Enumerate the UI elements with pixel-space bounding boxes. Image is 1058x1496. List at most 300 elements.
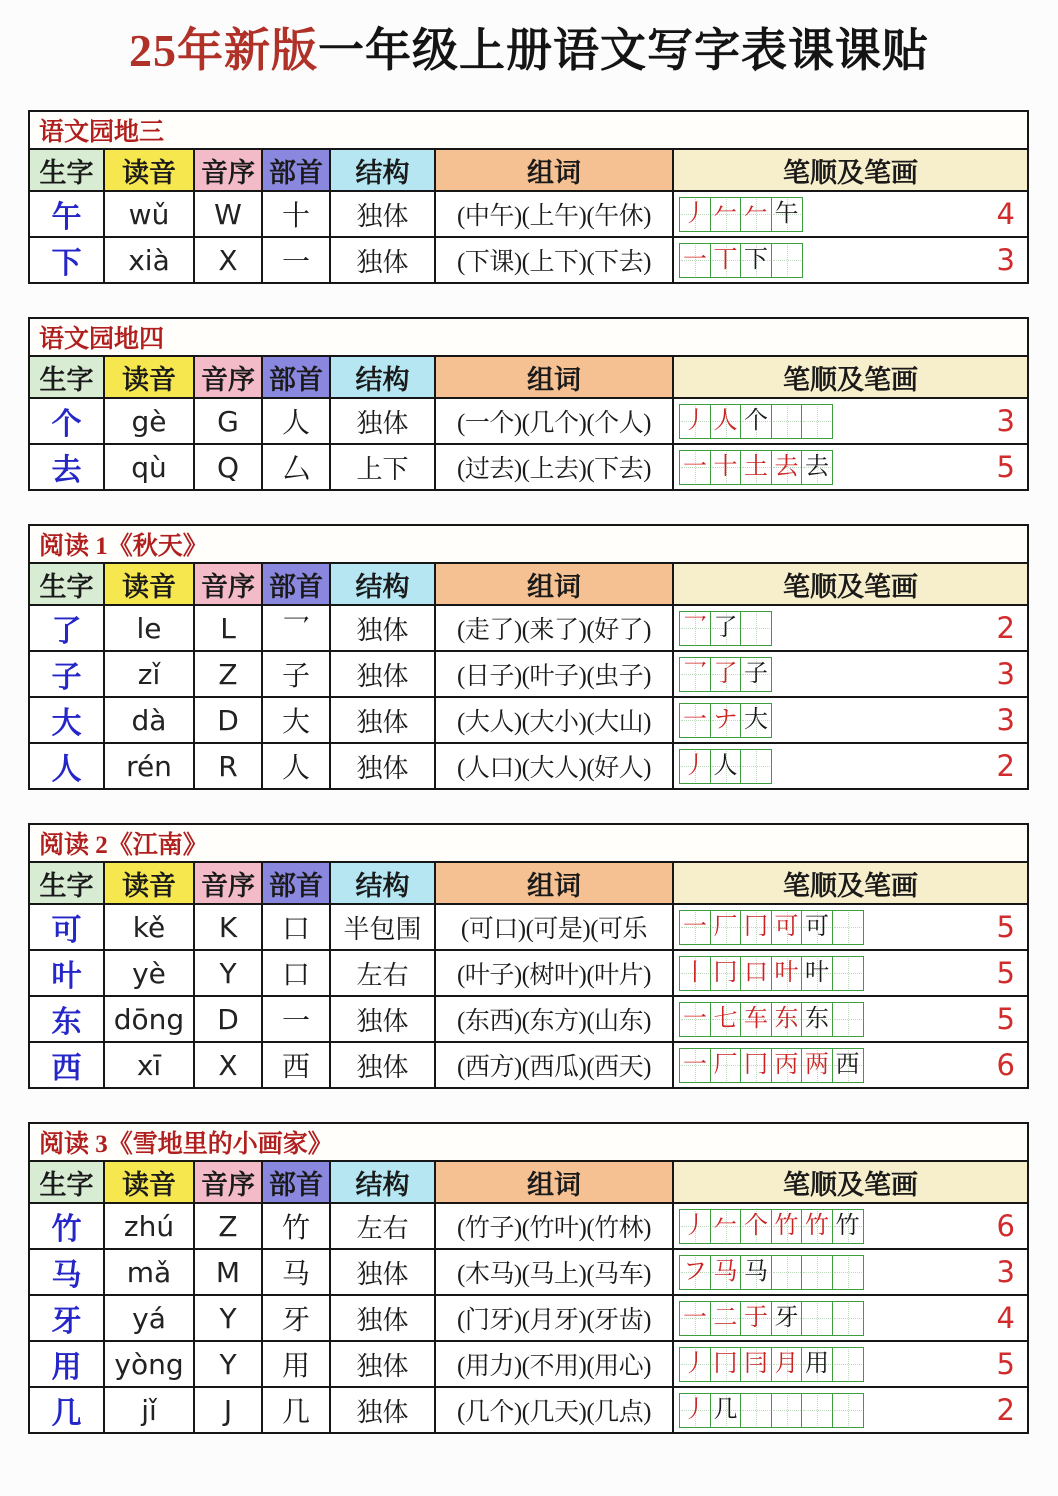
cell-words: (走了)(来了)(好了) (436, 606, 674, 650)
cell-words: (过去)(上去)(下去) (436, 445, 674, 489)
stroke-box (771, 1301, 803, 1336)
stroke-glyph: 厂 (713, 914, 738, 940)
stroke-box (801, 1393, 833, 1428)
cell-words: (竹子)(竹叶)(竹林) (436, 1204, 674, 1248)
stroke-count: 6 (996, 1048, 1015, 1082)
stroke-count: 5 (996, 1347, 1015, 1381)
cell-radical: 乛 (263, 606, 331, 650)
stroke-box (740, 1255, 772, 1290)
cell-strokes (674, 698, 1027, 742)
stroke-glyph: 乛 (683, 615, 707, 641)
stroke-box (740, 243, 772, 278)
cell-pinyin: zǐ (105, 652, 195, 696)
cell-initial: W (195, 192, 263, 236)
cell-initial: M (195, 1250, 263, 1294)
stroke-box (771, 1393, 803, 1428)
cell-initial: Y (195, 951, 263, 995)
stroke-box (771, 1048, 803, 1083)
stroke-count: 3 (996, 404, 1015, 438)
stroke-count: 2 (996, 1393, 1015, 1427)
stroke-box (771, 197, 803, 232)
table-row (30, 951, 1027, 997)
stroke-box (832, 1002, 864, 1037)
stroke-box (740, 1347, 772, 1382)
stroke-glyph: 一 (683, 454, 707, 480)
cell-radical: 人 (263, 744, 331, 788)
stroke-glyph: 一 (683, 1305, 707, 1331)
cell-structure: 左右 (331, 1204, 436, 1248)
stroke-glyph: 口 (744, 960, 768, 986)
stroke-count: 3 (996, 703, 1015, 737)
stroke-box (710, 1347, 742, 1382)
stroke-box (679, 450, 711, 485)
stroke-glyph: 丿 (683, 201, 707, 227)
stroke-box (740, 910, 772, 945)
cell-words: (中午)(上午)(午休) (436, 192, 674, 236)
stroke-box (740, 657, 772, 692)
cell-initial: D (195, 997, 263, 1041)
stroke-box (679, 1209, 711, 1244)
table-row (30, 1342, 1027, 1388)
cell-char: 人 (30, 744, 105, 788)
cell-strokes (674, 1043, 1027, 1087)
stroke-glyph: 于 (744, 1305, 768, 1331)
cell-radical: 西 (263, 1043, 331, 1087)
stroke-glyph: 个 (744, 408, 768, 434)
cell-initial: Y (195, 1342, 263, 1386)
table-row (30, 1204, 1027, 1250)
cell-initial: Z (195, 652, 263, 696)
col-header-initial: 音序 (195, 863, 263, 903)
stroke-glyph: 两 (805, 1052, 829, 1078)
cell-strokes (674, 652, 1027, 696)
stroke-glyph: 人 (713, 753, 738, 779)
stroke-glyph: 牙 (774, 1305, 799, 1331)
cell-char: 可 (30, 905, 105, 949)
stroke-glyph: 东 (805, 1006, 829, 1032)
stroke-glyph: 一 (683, 247, 707, 273)
cell-words: (东西)(东方)(山东) (436, 997, 674, 1041)
cell-radical: 马 (263, 1250, 331, 1294)
col-header-radical: 部首 (263, 150, 331, 190)
stroke-glyph: 一 (683, 1006, 707, 1032)
cell-radical: 十 (263, 192, 331, 236)
stroke-box (710, 611, 742, 646)
col-header-char: 生字 (30, 863, 105, 903)
stroke-glyph: 𠂉 (713, 1213, 738, 1239)
header-row (30, 1162, 1027, 1204)
cell-structure: 独体 (331, 192, 436, 236)
stroke-glyph: 竹 (774, 1213, 799, 1239)
stroke-box (771, 1347, 803, 1382)
cell-radical: 一 (263, 238, 331, 282)
worksheet-table (28, 317, 1029, 491)
stroke-box (710, 243, 742, 278)
stroke-count: 4 (996, 1301, 1015, 1335)
header-row (30, 357, 1027, 399)
stroke-glyph: 乛 (683, 661, 707, 687)
col-header-radical: 部首 (263, 1162, 331, 1202)
stroke-glyph: 东 (774, 1006, 799, 1032)
cell-initial: Y (195, 1296, 263, 1340)
stroke-box (710, 1393, 742, 1428)
cell-words: (日子)(叶子)(虫子) (436, 652, 674, 696)
cell-radical: 几 (263, 1388, 331, 1432)
stroke-box (771, 1002, 803, 1037)
cell-radical: 口 (263, 905, 331, 949)
col-header-strokes: 笔顺及笔画 (674, 1162, 1027, 1202)
stroke-glyph: 二 (713, 1305, 738, 1331)
stroke-box (710, 956, 742, 991)
section-title: 阅读 1《秋天》 (30, 526, 1027, 564)
col-header-words: 组词 (436, 1162, 674, 1202)
section-title: 阅读 2《江南》 (30, 825, 1027, 863)
cell-strokes (674, 905, 1027, 949)
stroke-box (679, 1002, 711, 1037)
stroke-glyph: 去 (774, 454, 799, 480)
stroke-glyph: 冂 (713, 1351, 738, 1377)
col-header-words: 组词 (436, 564, 674, 604)
stroke-glyph: 𠂉 (744, 201, 768, 227)
table-row (30, 192, 1027, 238)
cell-radical: 子 (263, 652, 331, 696)
stroke-box (801, 404, 833, 439)
cell-pinyin: zhú (105, 1204, 195, 1248)
table-row (30, 905, 1027, 951)
page-title-rest: 一年级上册语文写字表课课贴 (318, 25, 929, 76)
stroke-glyph: 马 (744, 1259, 768, 1285)
stroke-box (771, 450, 803, 485)
cell-radical: 牙 (263, 1296, 331, 1340)
cell-pinyin: gè (105, 399, 195, 443)
stroke-glyph: 厂 (713, 1052, 738, 1078)
stroke-glyph: 可 (774, 914, 799, 940)
tables-container (0, 110, 1058, 1434)
stroke-box (679, 657, 711, 692)
cell-strokes (674, 606, 1027, 650)
stroke-glyph: 丿 (683, 753, 707, 779)
stroke-box (740, 1393, 772, 1428)
cell-pinyin: yá (105, 1296, 195, 1340)
col-header-structure: 结构 (331, 357, 436, 397)
cell-char: 马 (30, 1250, 105, 1294)
cell-pinyin: yè (105, 951, 195, 995)
cell-char: 子 (30, 652, 105, 696)
stroke-box (679, 1301, 711, 1336)
stroke-glyph: 几 (713, 1397, 738, 1423)
stroke-box (771, 1255, 803, 1290)
stroke-glyph: 叶 (774, 960, 799, 986)
cell-structure: 独体 (331, 606, 436, 650)
cell-words: (可口)(可是)(可乐 (436, 905, 674, 949)
stroke-glyph: 竹 (805, 1213, 829, 1239)
col-header-pinyin: 读音 (105, 150, 195, 190)
stroke-box (710, 404, 742, 439)
header-row (30, 150, 1027, 192)
stroke-glyph: 竹 (835, 1213, 860, 1239)
stroke-glyph: フ (683, 1259, 707, 1285)
worksheet-table (28, 110, 1029, 284)
stroke-glyph: 用 (805, 1351, 829, 1377)
stroke-glyph: 十 (713, 454, 738, 480)
section-title: 语文园地四 (30, 319, 1027, 357)
cell-radical: 口 (263, 951, 331, 995)
cell-strokes (674, 1342, 1027, 1386)
cell-initial: J (195, 1388, 263, 1432)
cell-words: (一个)(几个)(个人) (436, 399, 674, 443)
cell-words: (人口)(大人)(好人) (436, 744, 674, 788)
col-header-structure: 结构 (331, 150, 436, 190)
stroke-glyph: 丿 (683, 408, 707, 434)
cell-structure: 独体 (331, 399, 436, 443)
table-row (30, 997, 1027, 1043)
cell-pinyin: dōng (105, 997, 195, 1041)
stroke-box (801, 910, 833, 945)
col-header-radical: 部首 (263, 357, 331, 397)
col-header-structure: 结构 (331, 1162, 436, 1202)
stroke-glyph: 马 (713, 1259, 738, 1285)
cell-strokes (674, 997, 1027, 1041)
stroke-box (801, 1301, 833, 1336)
cell-char: 东 (30, 997, 105, 1041)
table-row (30, 606, 1027, 652)
col-header-pinyin: 读音 (105, 357, 195, 397)
cell-char: 西 (30, 1043, 105, 1087)
stroke-glyph: 午 (774, 201, 799, 227)
cell-initial: X (195, 1043, 263, 1087)
table-row (30, 445, 1027, 489)
stroke-count: 4 (996, 197, 1015, 231)
stroke-box (740, 197, 772, 232)
stroke-count: 5 (996, 956, 1015, 990)
col-header-char: 生字 (30, 1162, 105, 1202)
stroke-box (801, 1002, 833, 1037)
col-header-char: 生字 (30, 564, 105, 604)
stroke-box (832, 956, 864, 991)
stroke-glyph: 一 (683, 1052, 707, 1078)
cell-char: 用 (30, 1342, 105, 1386)
stroke-glyph: 冃 (744, 1351, 768, 1377)
stroke-box (710, 657, 742, 692)
worksheet-table (28, 524, 1029, 790)
cell-structure: 左右 (331, 951, 436, 995)
stroke-glyph: 土 (744, 454, 768, 480)
stroke-box (679, 910, 711, 945)
stroke-glyph: 人 (713, 408, 738, 434)
cell-initial: X (195, 238, 263, 282)
stroke-glyph: 丙 (774, 1052, 799, 1078)
stroke-box (710, 1209, 742, 1244)
stroke-glyph: 大 (744, 707, 768, 733)
col-header-structure: 结构 (331, 863, 436, 903)
stroke-glyph: 冂 (744, 914, 768, 940)
col-header-strokes: 笔顺及笔画 (674, 564, 1027, 604)
stroke-box (740, 1002, 772, 1037)
stroke-count: 2 (996, 749, 1015, 783)
cell-radical: 竹 (263, 1204, 331, 1248)
stroke-box (710, 749, 742, 784)
cell-char: 了 (30, 606, 105, 650)
cell-radical: 用 (263, 1342, 331, 1386)
stroke-glyph: 去 (805, 454, 829, 480)
cell-char: 大 (30, 698, 105, 742)
stroke-count: 5 (996, 1002, 1015, 1036)
stroke-box (832, 1347, 864, 1382)
cell-words: (门牙)(月牙)(牙齿) (436, 1296, 674, 1340)
cell-initial: K (195, 905, 263, 949)
cell-strokes (674, 744, 1027, 788)
cell-structure: 上下 (331, 445, 436, 489)
cell-structure: 独体 (331, 997, 436, 1041)
stroke-glyph: 冂 (713, 960, 738, 986)
stroke-count: 3 (996, 1255, 1015, 1289)
cell-words: (下课)(上下)(下去) (436, 238, 674, 282)
col-header-pinyin: 读音 (105, 564, 195, 604)
stroke-glyph: 车 (744, 1006, 768, 1032)
table-row (30, 1296, 1027, 1342)
stroke-glyph: 可 (805, 914, 829, 940)
stroke-box (679, 197, 711, 232)
stroke-box (679, 243, 711, 278)
stroke-glyph: 一 (683, 707, 707, 733)
stroke-glyph: 一 (683, 914, 707, 940)
stroke-box (710, 197, 742, 232)
cell-words: (木马)(马上)(马车) (436, 1250, 674, 1294)
stroke-glyph: 丨 (683, 960, 707, 986)
stroke-box (679, 1347, 711, 1382)
stroke-box (771, 910, 803, 945)
stroke-glyph: 子 (744, 661, 768, 687)
stroke-box (740, 703, 772, 738)
cell-structure: 独体 (331, 1043, 436, 1087)
header-row (30, 863, 1027, 905)
stroke-box (801, 1209, 833, 1244)
cell-char: 竹 (30, 1204, 105, 1248)
stroke-box (679, 1255, 711, 1290)
col-header-initial: 音序 (195, 357, 263, 397)
stroke-box (740, 749, 772, 784)
worksheet-table (28, 1122, 1029, 1434)
col-header-char: 生字 (30, 357, 105, 397)
stroke-box (710, 1002, 742, 1037)
col-header-radical: 部首 (263, 564, 331, 604)
stroke-glyph: 丿 (683, 1397, 707, 1423)
stroke-box (771, 956, 803, 991)
stroke-glyph: 西 (835, 1052, 860, 1078)
cell-structure: 独体 (331, 1250, 436, 1294)
stroke-box (832, 1048, 864, 1083)
cell-strokes (674, 951, 1027, 995)
stroke-glyph: 月 (774, 1351, 799, 1377)
cell-char: 午 (30, 192, 105, 236)
cell-radical: 一 (263, 997, 331, 1041)
stroke-box (679, 703, 711, 738)
stroke-glyph: 丅 (713, 247, 738, 273)
table-row (30, 238, 1027, 282)
col-header-initial: 音序 (195, 1162, 263, 1202)
stroke-box (832, 1255, 864, 1290)
cell-char: 牙 (30, 1296, 105, 1340)
cell-words: (西方)(西瓜)(西天) (436, 1043, 674, 1087)
col-header-initial: 音序 (195, 564, 263, 604)
cell-strokes (674, 1388, 1027, 1432)
col-header-words: 组词 (436, 150, 674, 190)
stroke-box (710, 1048, 742, 1083)
table-row (30, 652, 1027, 698)
cell-pinyin: rén (105, 744, 195, 788)
stroke-box (801, 1255, 833, 1290)
table-row (30, 744, 1027, 788)
table-row (30, 1043, 1027, 1087)
stroke-glyph: 了 (713, 615, 738, 641)
cell-initial: Q (195, 445, 263, 489)
stroke-box (771, 404, 803, 439)
cell-strokes (674, 1296, 1027, 1340)
cell-structure: 独体 (331, 744, 436, 788)
col-header-pinyin: 读音 (105, 863, 195, 903)
stroke-box (801, 956, 833, 991)
cell-strokes (674, 445, 1027, 489)
stroke-box (740, 450, 772, 485)
cell-initial: Z (195, 1204, 263, 1248)
cell-initial: D (195, 698, 263, 742)
stroke-box (801, 1347, 833, 1382)
stroke-box (679, 956, 711, 991)
stroke-box (679, 749, 711, 784)
stroke-box (740, 1301, 772, 1336)
table-row (30, 698, 1027, 744)
cell-char: 去 (30, 445, 105, 489)
stroke-count: 3 (996, 243, 1015, 277)
cell-structure: 独体 (331, 1388, 436, 1432)
stroke-box (710, 703, 742, 738)
cell-words: (大人)(大小)(大山) (436, 698, 674, 742)
cell-pinyin: dà (105, 698, 195, 742)
stroke-box (832, 1301, 864, 1336)
cell-structure: 独体 (331, 238, 436, 282)
cell-pinyin: kě (105, 905, 195, 949)
stroke-count: 2 (996, 611, 1015, 645)
cell-strokes (674, 192, 1027, 236)
cell-strokes (674, 238, 1027, 282)
worksheet-table (28, 823, 1029, 1089)
col-header-radical: 部首 (263, 863, 331, 903)
cell-initial: G (195, 399, 263, 443)
stroke-box (710, 1255, 742, 1290)
col-header-words: 组词 (436, 357, 674, 397)
table-row (30, 1388, 1027, 1432)
stroke-glyph: 下 (744, 247, 768, 273)
stroke-count: 5 (996, 910, 1015, 944)
stroke-box (679, 404, 711, 439)
cell-words: (叶子)(树叶)(叶片) (436, 951, 674, 995)
col-header-strokes: 笔顺及笔画 (674, 150, 1027, 190)
stroke-count: 3 (996, 657, 1015, 691)
stroke-box (740, 956, 772, 991)
stroke-box (679, 1048, 711, 1083)
cell-strokes (674, 1250, 1027, 1294)
cell-pinyin: xià (105, 238, 195, 282)
stroke-box (679, 611, 711, 646)
stroke-box (801, 1048, 833, 1083)
col-header-strokes: 笔顺及笔画 (674, 357, 1027, 397)
stroke-box (771, 243, 803, 278)
cell-structure: 半包围 (331, 905, 436, 949)
col-header-char: 生字 (30, 150, 105, 190)
stroke-glyph: 丿 (683, 1213, 707, 1239)
cell-initial: L (195, 606, 263, 650)
stroke-box (710, 1301, 742, 1336)
